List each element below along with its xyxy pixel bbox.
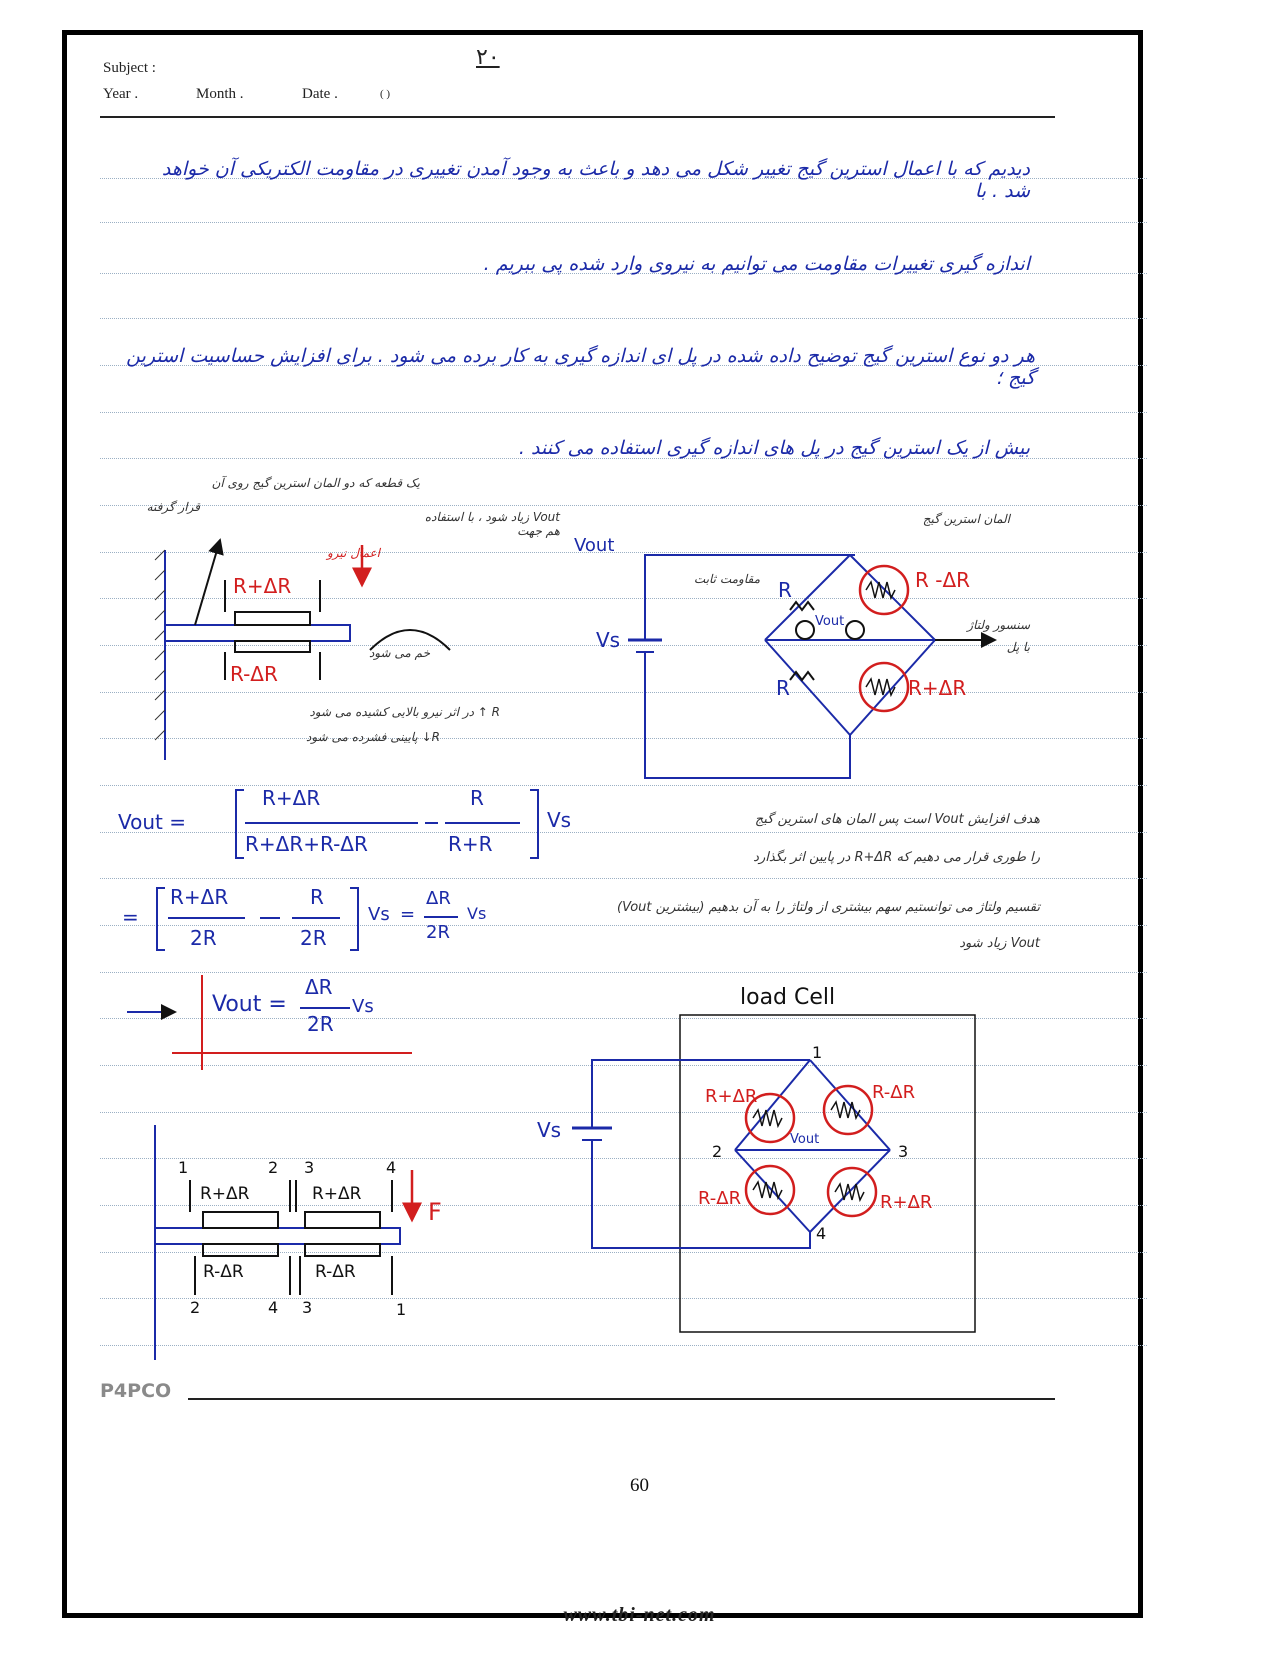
eq1-den2: R+R <box>448 832 493 856</box>
eq2-num2: R <box>310 885 324 909</box>
vout-note: Vout زیاد شود ، با استفاده هم جهت <box>424 510 560 538</box>
beam-node-3b: 3 <box>302 1298 313 1317</box>
cantilever-diagram <box>155 540 450 760</box>
bridge-r-bottom: R <box>776 676 790 700</box>
eq2-equals: = <box>122 905 139 929</box>
notebook-page-number: ۲۰ <box>476 44 500 69</box>
result-text: تقسیم ولتاژ می توانستیم سهم بیشتری از ولتاژ را به آن بدهیم (بیشترین Vout) <box>616 900 1040 915</box>
r-up-note: R ↑ در اثر نیرو بالایی کشیده می شود <box>309 705 500 719</box>
note-line-3: هر دو نوع استرین گیج توضیح داده شده در پل ای اندازه گیری به کار برده می شود . برای افزایش حساسیت استرین گیج ؛ <box>126 345 1035 389</box>
eq2-vs: Vs <box>368 904 390 925</box>
beam-gauge-1-label: R+ΔR <box>200 1184 250 1204</box>
eq1-den1: R+ΔR+R-ΔR <box>245 832 368 856</box>
bridge-r-top: R <box>778 578 792 602</box>
beam-node-2b: 2 <box>190 1298 201 1317</box>
eq1-vs: Vs <box>547 808 572 832</box>
beam-node-4b: 4 <box>268 1298 279 1317</box>
goal-text: هدف افزایش Vout است پس المان های استرین گیج <box>754 812 1040 827</box>
papco-logo: P4PCO <box>100 1380 172 1402</box>
cantilever-bottom-gauge-label: R-ΔR <box>230 662 278 686</box>
load-cell-vs: Vs <box>537 1118 562 1142</box>
eq2-num3: ΔR <box>426 888 451 909</box>
eq2-num1: R+ΔR <box>170 885 229 909</box>
beam-node-1b: 1 <box>396 1300 407 1319</box>
subject-label: Subject : <box>103 60 156 76</box>
r-down-note: R↓ پایینی فشرده می شود <box>306 730 440 744</box>
eq2-mid-equals: = <box>400 904 416 925</box>
sensor-label: سنسور ولتاژ <box>967 618 1030 632</box>
boxed-lhs: Vout = <box>212 992 287 1017</box>
date-parens: ( ) <box>380 88 391 100</box>
eq1-num2: R <box>470 786 484 810</box>
boxed-den: 2R <box>307 1012 334 1036</box>
note-line-4: بیش از یک استرین گیج در پل های اندازه گیری استفاده می کنند . <box>518 437 1030 459</box>
force-f-label: F <box>428 1198 442 1226</box>
bridge-vout-label: Vout <box>574 535 615 556</box>
bridge-vout-mid: Vout <box>815 614 845 629</box>
website-footer: www.tbi-net.com <box>563 1604 716 1626</box>
date-label: Date . <box>302 86 338 102</box>
load-cell-vout: Vout <box>790 1132 820 1147</box>
load-cell-bridge <box>572 1015 975 1332</box>
load-cell-title: load Cell <box>740 985 836 1010</box>
boxed-num: ΔR <box>305 975 333 999</box>
beam-node-3: 3 <box>304 1158 315 1177</box>
load-cell-gauge-bl: R-ΔR <box>698 1188 742 1209</box>
eq1-num1: R+ΔR <box>262 786 321 810</box>
beam-gauge-4-label: R-ΔR <box>315 1262 356 1282</box>
page-number: 60 <box>630 1475 649 1496</box>
eq2-den1: 2R <box>190 926 217 950</box>
load-cell-node-4: 4 <box>816 1224 827 1243</box>
month-label: Month . <box>196 86 244 102</box>
cantilever-note: یک قطعه که دو المان استرین گیج روی آن <box>211 476 420 490</box>
beam-gauge-3-label: R-ΔR <box>203 1262 244 1282</box>
beam-node-1: 1 <box>178 1158 189 1177</box>
cantilever-note-2: قرار گرفته <box>146 500 200 514</box>
note-line-1: دیدیم که با اعمال استرین گیج تغییر شکل می دهد و باعث به وجود آمدن تغییری در مقاومت الکتریکی آن خواهد شد . با <box>161 158 1030 202</box>
equation-strokes <box>127 790 538 1012</box>
load-cell-gauge-tl: R+ΔR <box>705 1086 758 1107</box>
bridge-vs-label: Vs <box>596 628 621 652</box>
goal-text-2: را طوری قرار می دهیم که R+ΔR در پایین اثر بگذارد <box>753 850 1040 865</box>
load-cell-node-2: 2 <box>712 1142 723 1161</box>
bend-label: خم می شود <box>368 646 430 660</box>
eq2-vs2: Vs <box>467 904 487 923</box>
beam-node-2: 2 <box>268 1158 279 1177</box>
bridge-gauge-bottom-label: R+ΔR <box>908 676 967 700</box>
eq2-den3: 2R <box>426 922 450 943</box>
load-cell-node-1: 1 <box>812 1043 823 1062</box>
eq2-den2: 2R <box>300 926 327 950</box>
beam-gauge-2-label: R+ΔR <box>312 1184 362 1204</box>
cantilever-top-gauge-label: R+ΔR <box>233 574 292 598</box>
result-text-2: Vout زیاد شود <box>959 936 1040 951</box>
bridge-element-label: المان استرین گیج <box>922 512 1010 526</box>
load-cell-gauge-tr: R-ΔR <box>872 1082 916 1103</box>
note-line-2: اندازه گیری تغییرات مقاومت می توانیم به نیروی وارد شده پی ببریم . <box>483 253 1030 275</box>
load-cell-gauge-br: R+ΔR <box>880 1192 933 1213</box>
year-label: Year . <box>103 86 139 102</box>
beam-node-4: 4 <box>386 1158 397 1177</box>
fixed-resistor-label: مقاومت ثابت <box>693 572 760 586</box>
force-label: اعمال نیرو <box>327 546 380 560</box>
load-cell-node-3: 3 <box>898 1142 909 1161</box>
boxed-vs: Vs <box>352 996 374 1017</box>
eq1-lhs: Vout = <box>118 810 186 834</box>
sensor-label-2: با پل <box>1006 640 1030 654</box>
bridge-gauge-top-label: R -ΔR <box>915 568 971 592</box>
